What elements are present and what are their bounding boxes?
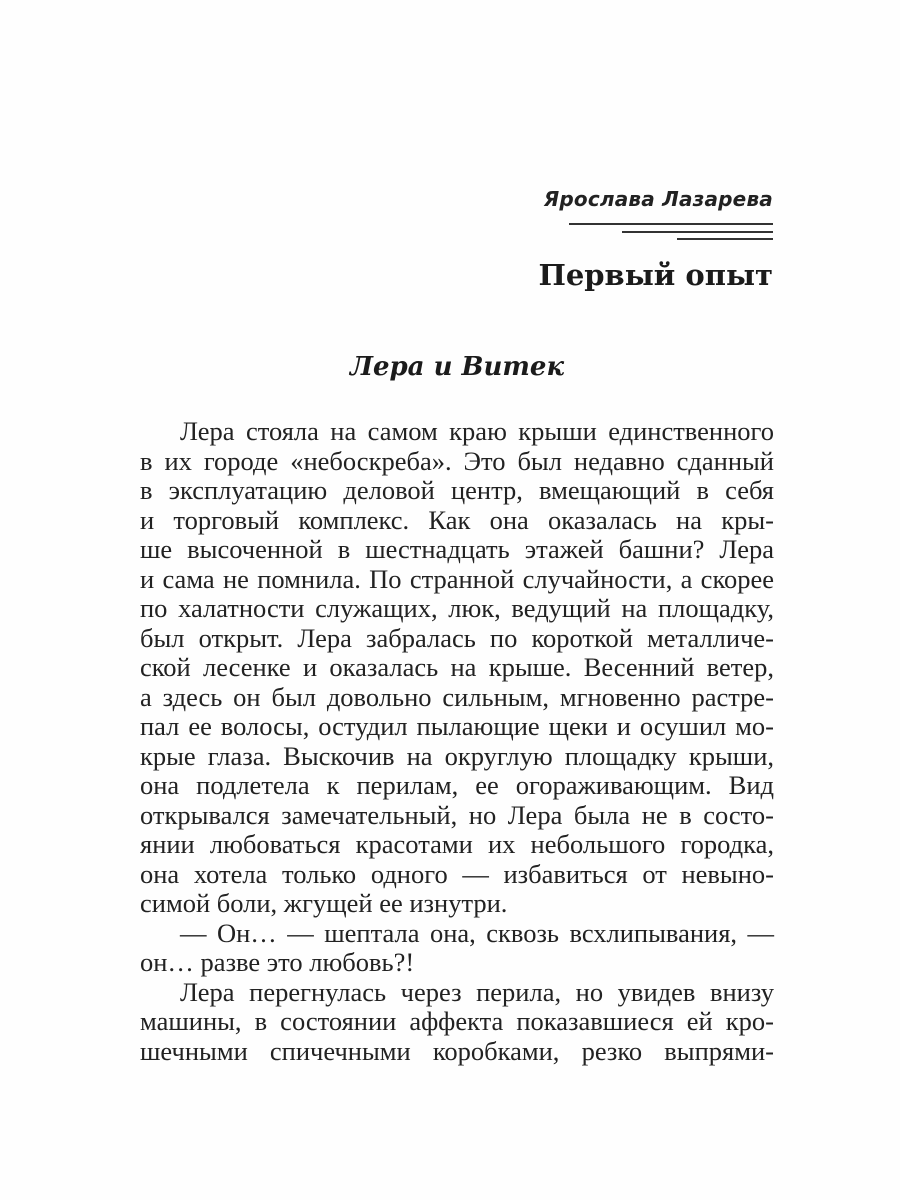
text-line: открывался замечательный, но Лера была не в состо- — [140, 799, 774, 830]
text-line: Лера стояла на самом краю крыши единственного — [180, 416, 774, 446]
decorative-rule-short — [677, 238, 773, 240]
text-line: машины, в состоянии аффекта показавшиеся ей кро- — [140, 1006, 774, 1036]
text-line: ской лесенке и оказалась на крыше. Весенний ветер, — [140, 652, 774, 682]
book-title: Первый опыт — [538, 258, 773, 292]
text-line: она подлетела к перилам, ее огораживающим. Вид — [140, 770, 774, 800]
text-line: а здесь он был довольно сильным, мгновенно растре- — [140, 681, 774, 712]
text-line: симой боли, жгущей ее изнутри. — [140, 888, 508, 918]
running-header-author: Ярослава Лазарева — [543, 187, 773, 211]
text-line: пал ее волосы, остудил пылающие щеки и осушил мо- — [140, 711, 774, 741]
decorative-rule-long — [569, 223, 773, 225]
text-line: в эксплуатацию деловой центр, вмещающий в себя — [140, 475, 774, 505]
text-line: шечными спичечными коробками, резко выпрями- — [140, 1035, 774, 1066]
text-line: янии любоваться красотами их небольшого городка, — [140, 829, 774, 859]
chapter-title: Лера и Витек — [349, 352, 565, 382]
text-line: был открыт. Лера забралась по короткой металличе- — [140, 622, 774, 653]
dialogue-line: — Он… — шептала она, сквозь всхлипывания, — — [180, 917, 774, 948]
dialogue-line: он… разве это любовь?! — [140, 947, 415, 977]
text-line: Лера перегнулась через перила, но увидев внизу — [180, 976, 774, 1007]
text-line: она хотела только одного — избавиться от невыно- — [140, 858, 774, 889]
body-text — [140, 417, 774, 1066]
text-line: крые глаза. Выскочив на округлую площадку крыши, — [140, 740, 774, 771]
text-line: и торговый комплекс. Как она оказалась на кры- — [140, 504, 774, 535]
text-line: в их городе «небоскреба». Это был недавно сданный — [140, 445, 774, 476]
decorative-rule-medium — [622, 231, 773, 233]
text-line: и сама не помнила. По странной случайности, а скорее — [140, 563, 774, 594]
text-line: по халатности служащих, люк, ведущий на площадку, — [140, 593, 774, 623]
text-line: ше высоченной в шестнадцать этажей башни? Лера — [140, 534, 774, 564]
